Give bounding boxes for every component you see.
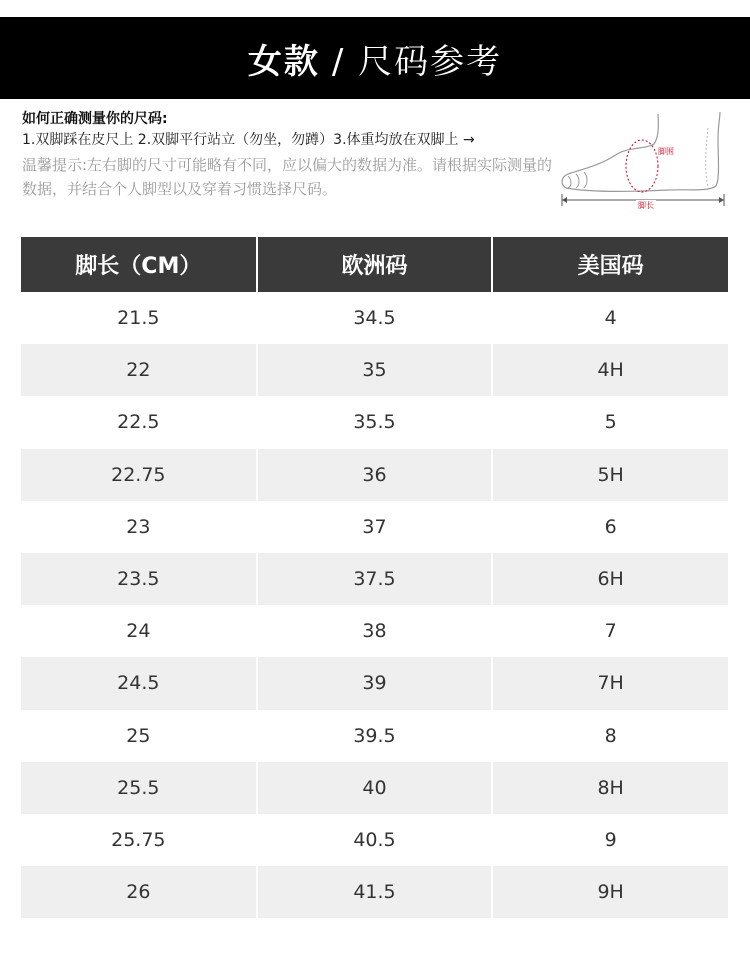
cell-eu-size: 35.5 [257, 396, 493, 448]
cell-us-size: 9 [492, 814, 728, 866]
cell-eu-size: 40 [257, 762, 493, 814]
table-row [21, 344, 728, 396]
banner-title-bold: 女款 [247, 41, 320, 82]
cell-eu-size: 37.5 [257, 553, 493, 605]
table-row [21, 866, 728, 918]
instructions-title: 如何正确测量你的尺码: [22, 111, 168, 127]
foot-outline-icon [558, 108, 730, 212]
cell-eu-size: 34.5 [257, 292, 493, 344]
cell-foot-length: 21.5 [21, 292, 257, 344]
table-row [21, 449, 728, 501]
header-us-size: 美国码 [492, 237, 728, 292]
table-row [21, 657, 728, 709]
table-row [21, 814, 728, 866]
header-eu-size: 欧洲码 [257, 237, 493, 292]
cell-foot-length: 26 [21, 866, 257, 918]
banner-title-rest: / 尺码参考 [331, 41, 503, 82]
table-row [21, 553, 728, 605]
cell-foot-length: 25 [21, 710, 257, 762]
cell-eu-size: 39 [257, 657, 493, 709]
cell-foot-length: 24 [21, 605, 257, 657]
cell-us-size: 6 [492, 501, 728, 553]
cell-eu-size: 41.5 [257, 866, 493, 918]
cell-us-size: 4H [492, 344, 728, 396]
table-row [21, 605, 728, 657]
measure-instructions [22, 109, 562, 201]
cell-us-size: 8H [492, 762, 728, 814]
cell-us-size: 7 [492, 605, 728, 657]
cell-us-size: 5 [492, 396, 728, 448]
header-foot-length: 脚长（CM） [21, 237, 257, 292]
cell-us-size: 5H [492, 449, 728, 501]
instructions-tip: 温馨提示:左右脚的尺寸可能略有不同，应以偏大的数据为准。请根据实际测量的数据，并结合个人脚型以及穿着习惯选择尺码。 [22, 156, 553, 198]
size-chart-table [21, 237, 728, 918]
instep-label: 脚围 [658, 147, 674, 156]
length-label: 脚长 [638, 201, 654, 210]
cell-eu-size: 40.5 [257, 814, 493, 866]
cell-eu-size: 36 [257, 449, 493, 501]
cell-eu-size: 38 [257, 605, 493, 657]
cell-foot-length: 23 [21, 501, 257, 553]
cell-foot-length: 23.5 [21, 553, 257, 605]
cell-foot-length: 22.5 [21, 396, 257, 448]
foot-measure-illustration [558, 108, 730, 212]
table-row [21, 396, 728, 448]
table-row [21, 762, 728, 814]
instructions-steps: 1.双脚踩在皮尺上 2.双脚平行站立（勿坐，勿蹲）3.体重均放在双脚上 → [22, 132, 475, 148]
cell-us-size: 6H [492, 553, 728, 605]
cell-foot-length: 22 [21, 344, 257, 396]
cell-us-size: 9H [492, 866, 728, 918]
cell-us-size: 4 [492, 292, 728, 344]
table-header-row [21, 237, 728, 292]
cell-eu-size: 35 [257, 344, 493, 396]
table-row [21, 710, 728, 762]
cell-foot-length: 25.75 [21, 814, 257, 866]
table-row [21, 292, 728, 344]
title-banner [0, 17, 750, 99]
cell-us-size: 8 [492, 710, 728, 762]
cell-foot-length: 22.75 [21, 449, 257, 501]
cell-eu-size: 39.5 [257, 710, 493, 762]
cell-us-size: 7H [492, 657, 728, 709]
cell-foot-length: 25.5 [21, 762, 257, 814]
table-row [21, 501, 728, 553]
cell-foot-length: 24.5 [21, 657, 257, 709]
cell-eu-size: 37 [257, 501, 493, 553]
